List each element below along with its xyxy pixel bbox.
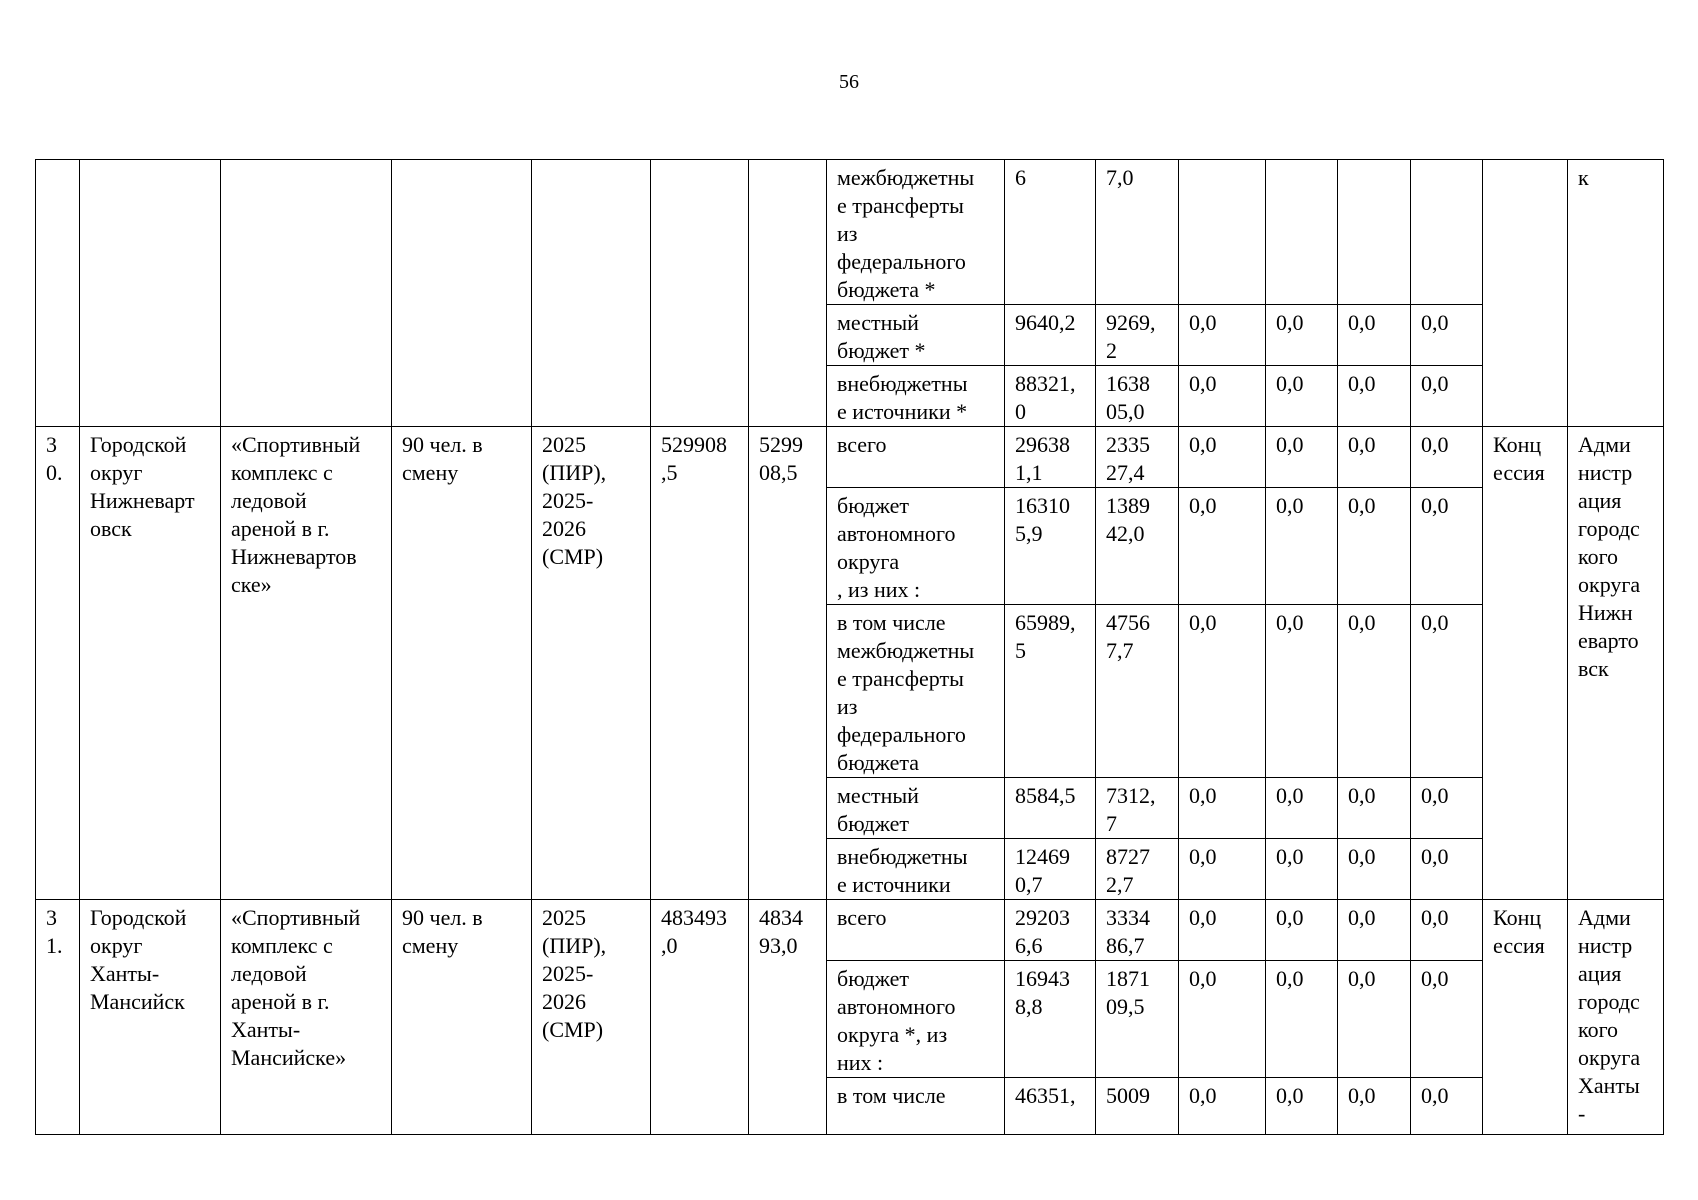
page-number: 56 bbox=[839, 71, 859, 93]
total-cell: 6 bbox=[1005, 160, 1096, 305]
municipality-cell: Городской округ Нижневарт овск bbox=[80, 427, 221, 900]
funding-source-cell: бюджет автономного округа *, из них : bbox=[827, 961, 1005, 1078]
year1-cell: 2335 27,4 bbox=[1096, 427, 1179, 488]
funding-source-cell: бюджет автономного округа , из них : bbox=[827, 488, 1005, 605]
year3-cell: 0,0 bbox=[1266, 305, 1338, 366]
year3-cell: 0,0 bbox=[1266, 427, 1338, 488]
period-cell: 2025 (ПИР), 2025- 2026 (СМР) bbox=[532, 900, 651, 1135]
year1-cell: 9269, 2 bbox=[1096, 305, 1179, 366]
funding-source-cell: в том числе bbox=[827, 1078, 1005, 1135]
year2-cell: 0,0 bbox=[1179, 1078, 1266, 1135]
total-cell: 65989, 5 bbox=[1005, 605, 1096, 778]
responsible-cell: к bbox=[1568, 160, 1664, 427]
year4-cell: 0,0 bbox=[1338, 961, 1411, 1078]
num-cell: 3 1. bbox=[36, 900, 80, 1135]
year4-cell: 0,0 bbox=[1338, 900, 1411, 961]
num-cell bbox=[36, 160, 80, 427]
total-cell: 46351, bbox=[1005, 1078, 1096, 1135]
year2-cell: 0,0 bbox=[1179, 366, 1266, 427]
cost-cell: 483493 ,0 bbox=[651, 900, 749, 1135]
responsible-cell: Адми нистр ация городс кого округа Ханты - bbox=[1568, 900, 1664, 1135]
year4-cell: 0,0 bbox=[1338, 427, 1411, 488]
year1-cell: 5009 bbox=[1096, 1078, 1179, 1135]
year5-cell: 0,0 bbox=[1411, 778, 1483, 839]
year2-cell: 0,0 bbox=[1179, 900, 1266, 961]
year4-cell: 0,0 bbox=[1338, 1078, 1411, 1135]
year5-cell: 0,0 bbox=[1411, 605, 1483, 778]
total-cell: 8584,5 bbox=[1005, 778, 1096, 839]
remaining-cost-cell: 4834 93,0 bbox=[749, 900, 827, 1135]
mechanism-cell: Конц ессия bbox=[1483, 427, 1568, 900]
table-row bbox=[36, 160, 1664, 305]
year2-cell: 0,0 bbox=[1179, 961, 1266, 1078]
funding-source-cell: межбюджетны е трансферты из федерального бюджета * bbox=[827, 160, 1005, 305]
funding-source-cell: местный бюджет bbox=[827, 778, 1005, 839]
year4-cell bbox=[1338, 160, 1411, 305]
object-cell: «Спортивный комплекс с ледовой ареной в г. Нижневартов ске» bbox=[221, 427, 392, 900]
total-cell: 29638 1,1 bbox=[1005, 427, 1096, 488]
year5-cell: 0,0 bbox=[1411, 961, 1483, 1078]
mechanism-cell: Конц ессия bbox=[1483, 900, 1568, 1135]
funding-source-cell: всего bbox=[827, 427, 1005, 488]
year1-cell: 3334 86,7 bbox=[1096, 900, 1179, 961]
period-cell bbox=[532, 160, 651, 427]
total-cell: 12469 0,7 bbox=[1005, 839, 1096, 900]
year5-cell: 0,0 bbox=[1411, 305, 1483, 366]
year5-cell: 0,0 bbox=[1411, 488, 1483, 605]
total-cell: 88321, 0 bbox=[1005, 366, 1096, 427]
capacity-cell: 90 чел. в смену bbox=[392, 900, 532, 1135]
num-cell: 3 0. bbox=[36, 427, 80, 900]
capacity-cell: 90 чел. в смену bbox=[392, 427, 532, 900]
funding-source-cell: местный бюджет * bbox=[827, 305, 1005, 366]
funding-source-cell: в том числе межбюджетны е трансферты из федерального бюджета bbox=[827, 605, 1005, 778]
municipality-cell: Городской округ Ханты- Мансийск bbox=[80, 900, 221, 1135]
total-cell: 16310 5,9 bbox=[1005, 488, 1096, 605]
year4-cell: 0,0 bbox=[1338, 839, 1411, 900]
year5-cell: 0,0 bbox=[1411, 366, 1483, 427]
year2-cell: 0,0 bbox=[1179, 427, 1266, 488]
year1-cell: 7,0 bbox=[1096, 160, 1179, 305]
year2-cell: 0,0 bbox=[1179, 488, 1266, 605]
year3-cell: 0,0 bbox=[1266, 900, 1338, 961]
year2-cell: 0,0 bbox=[1179, 605, 1266, 778]
year3-cell: 0,0 bbox=[1266, 605, 1338, 778]
funding-source-cell: внебюджетны е источники * bbox=[827, 366, 1005, 427]
year1-cell: 4756 7,7 bbox=[1096, 605, 1179, 778]
table-row bbox=[36, 900, 1664, 961]
year4-cell: 0,0 bbox=[1338, 366, 1411, 427]
year1-cell: 7312, 7 bbox=[1096, 778, 1179, 839]
year5-cell bbox=[1411, 160, 1483, 305]
mechanism-cell bbox=[1483, 160, 1568, 427]
year3-cell: 0,0 bbox=[1266, 839, 1338, 900]
year1-cell: 1389 42,0 bbox=[1096, 488, 1179, 605]
total-cell: 29203 6,6 bbox=[1005, 900, 1096, 961]
table-row bbox=[36, 427, 1664, 488]
year4-cell: 0,0 bbox=[1338, 488, 1411, 605]
remaining-cost-cell: 5299 08,5 bbox=[749, 427, 827, 900]
year4-cell: 0,0 bbox=[1338, 778, 1411, 839]
municipality-cell bbox=[80, 160, 221, 427]
year3-cell bbox=[1266, 160, 1338, 305]
year3-cell: 0,0 bbox=[1266, 961, 1338, 1078]
total-cell: 9640,2 bbox=[1005, 305, 1096, 366]
capacity-cell bbox=[392, 160, 532, 427]
year5-cell: 0,0 bbox=[1411, 427, 1483, 488]
funding-source-cell: всего bbox=[827, 900, 1005, 961]
year2-cell: 0,0 bbox=[1179, 305, 1266, 366]
year3-cell: 0,0 bbox=[1266, 778, 1338, 839]
year5-cell: 0,0 bbox=[1411, 1078, 1483, 1135]
year3-cell: 0,0 bbox=[1266, 366, 1338, 427]
year3-cell: 0,0 bbox=[1266, 1078, 1338, 1135]
funding-source-cell: внебюджетны е источники bbox=[827, 839, 1005, 900]
year1-cell: 8727 2,7 bbox=[1096, 839, 1179, 900]
year2-cell: 0,0 bbox=[1179, 839, 1266, 900]
investment-projects-table bbox=[35, 159, 1664, 1135]
year1-cell: 1638 05,0 bbox=[1096, 366, 1179, 427]
year5-cell: 0,0 bbox=[1411, 900, 1483, 961]
object-cell bbox=[221, 160, 392, 427]
year4-cell: 0,0 bbox=[1338, 305, 1411, 366]
remaining-cost-cell bbox=[749, 160, 827, 427]
total-cell: 16943 8,8 bbox=[1005, 961, 1096, 1078]
year5-cell: 0,0 bbox=[1411, 839, 1483, 900]
cost-cell bbox=[651, 160, 749, 427]
year4-cell: 0,0 bbox=[1338, 605, 1411, 778]
year2-cell bbox=[1179, 160, 1266, 305]
object-cell: «Спортивный комплекс с ледовой ареной в г. Ханты- Мансийске» bbox=[221, 900, 392, 1135]
year2-cell: 0,0 bbox=[1179, 778, 1266, 839]
year3-cell: 0,0 bbox=[1266, 488, 1338, 605]
period-cell: 2025 (ПИР), 2025- 2026 (СМР) bbox=[532, 427, 651, 900]
year1-cell: 1871 09,5 bbox=[1096, 961, 1179, 1078]
responsible-cell: Адми нистр ация городс кого округа Нижн еварто вск bbox=[1568, 427, 1664, 900]
cost-cell: 529908 ,5 bbox=[651, 427, 749, 900]
